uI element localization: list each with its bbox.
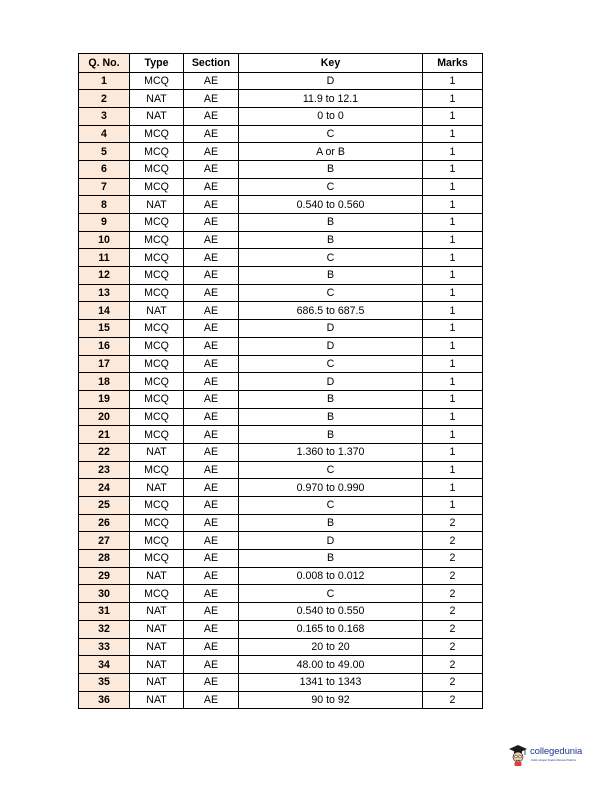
cell-qno: 35 xyxy=(79,673,130,691)
cell-type: NAT xyxy=(130,479,184,497)
cell-type: MCQ xyxy=(130,585,184,603)
table-row xyxy=(79,390,483,408)
table-row xyxy=(79,461,483,479)
cell-type: MCQ xyxy=(130,72,184,90)
table-row xyxy=(79,337,483,355)
table-row xyxy=(79,497,483,515)
cell-key: 0.008 to 0.012 xyxy=(239,567,423,585)
cell-qno: 12 xyxy=(79,267,130,285)
table-row xyxy=(79,638,483,656)
table-row xyxy=(79,143,483,161)
cell-type: MCQ xyxy=(130,461,184,479)
cell-section: AE xyxy=(184,267,239,285)
cell-section: AE xyxy=(184,638,239,656)
cell-qno: 19 xyxy=(79,390,130,408)
table-row xyxy=(79,479,483,497)
cell-marks: 1 xyxy=(423,90,483,108)
cell-type: MCQ xyxy=(130,231,184,249)
cell-key: D xyxy=(239,72,423,90)
cell-qno: 1 xyxy=(79,72,130,90)
cell-marks: 1 xyxy=(423,479,483,497)
cell-qno: 28 xyxy=(79,550,130,568)
cell-marks: 2 xyxy=(423,585,483,603)
cell-type: NAT xyxy=(130,90,184,108)
cell-key: D xyxy=(239,373,423,391)
cell-marks: 1 xyxy=(423,231,483,249)
cell-key: B xyxy=(239,160,423,178)
cell-key: 90 to 92 xyxy=(239,691,423,709)
cell-key: D xyxy=(239,320,423,338)
cell-marks: 1 xyxy=(423,72,483,90)
table-row xyxy=(79,603,483,621)
header-section: Section xyxy=(184,54,239,73)
cell-type: MCQ xyxy=(130,214,184,232)
table-row xyxy=(79,585,483,603)
cell-key: B xyxy=(239,231,423,249)
cell-key: C xyxy=(239,461,423,479)
cell-qno: 23 xyxy=(79,461,130,479)
cell-marks: 2 xyxy=(423,673,483,691)
cell-marks: 2 xyxy=(423,603,483,621)
cell-qno: 9 xyxy=(79,214,130,232)
cell-section: AE xyxy=(184,355,239,373)
header-qno: Q. No. xyxy=(79,54,130,73)
cell-section: AE xyxy=(184,196,239,214)
cell-key: B xyxy=(239,267,423,285)
cell-marks: 1 xyxy=(423,160,483,178)
cell-qno: 3 xyxy=(79,107,130,125)
cell-section: AE xyxy=(184,603,239,621)
cell-type: MCQ xyxy=(130,532,184,550)
cell-section: AE xyxy=(184,408,239,426)
cell-type: MCQ xyxy=(130,373,184,391)
cell-marks: 1 xyxy=(423,214,483,232)
table-row xyxy=(79,214,483,232)
cell-section: AE xyxy=(184,443,239,461)
cell-section: AE xyxy=(184,532,239,550)
cell-key: 20 to 20 xyxy=(239,638,423,656)
cell-type: NAT xyxy=(130,603,184,621)
cell-section: AE xyxy=(184,90,239,108)
cell-qno: 16 xyxy=(79,337,130,355)
cell-marks: 1 xyxy=(423,390,483,408)
table-row xyxy=(79,532,483,550)
cell-key: A or B xyxy=(239,143,423,161)
table-row xyxy=(79,160,483,178)
cell-qno: 6 xyxy=(79,160,130,178)
cell-section: AE xyxy=(184,479,239,497)
cell-qno: 14 xyxy=(79,302,130,320)
cell-marks: 1 xyxy=(423,143,483,161)
cell-key: C xyxy=(239,284,423,302)
cell-key: 686.5 to 687.5 xyxy=(239,302,423,320)
cell-section: AE xyxy=(184,390,239,408)
cell-type: MCQ xyxy=(130,249,184,267)
cell-marks: 1 xyxy=(423,373,483,391)
table-row xyxy=(79,125,483,143)
cell-key: C xyxy=(239,178,423,196)
cell-marks: 1 xyxy=(423,284,483,302)
cell-type: NAT xyxy=(130,196,184,214)
cell-key: C xyxy=(239,497,423,515)
cell-section: AE xyxy=(184,567,239,585)
cell-qno: 36 xyxy=(79,691,130,709)
cell-key: C xyxy=(239,249,423,267)
header-type: Type xyxy=(130,54,184,73)
cell-section: AE xyxy=(184,214,239,232)
logo-wordmark: collegedunia xyxy=(530,746,583,757)
cell-qno: 13 xyxy=(79,284,130,302)
cell-marks: 1 xyxy=(423,178,483,196)
cell-marks: 1 xyxy=(423,443,483,461)
table-row xyxy=(79,72,483,90)
cell-marks: 2 xyxy=(423,638,483,656)
cell-type: MCQ xyxy=(130,550,184,568)
cell-key: D xyxy=(239,532,423,550)
cell-section: AE xyxy=(184,231,239,249)
table-row xyxy=(79,514,483,532)
cell-qno: 33 xyxy=(79,638,130,656)
cell-qno: 25 xyxy=(79,497,130,515)
cell-marks: 2 xyxy=(423,550,483,568)
cell-section: AE xyxy=(184,620,239,638)
table-row xyxy=(79,443,483,461)
cell-section: AE xyxy=(184,337,239,355)
cell-marks: 2 xyxy=(423,567,483,585)
cell-type: MCQ xyxy=(130,408,184,426)
cell-marks: 2 xyxy=(423,514,483,532)
cell-section: AE xyxy=(184,497,239,515)
table-row xyxy=(79,426,483,444)
cell-key: 1341 to 1343 xyxy=(239,673,423,691)
graduate-mascot-icon xyxy=(508,743,528,767)
cell-type: NAT xyxy=(130,567,184,585)
table-row xyxy=(79,408,483,426)
table-row xyxy=(79,373,483,391)
cell-section: AE xyxy=(184,72,239,90)
cell-marks: 1 xyxy=(423,355,483,373)
cell-marks: 2 xyxy=(423,656,483,674)
cell-marks: 1 xyxy=(423,461,483,479)
cell-key: 0.970 to 0.990 xyxy=(239,479,423,497)
cell-marks: 1 xyxy=(423,426,483,444)
cell-section: AE xyxy=(184,284,239,302)
cell-marks: 2 xyxy=(423,532,483,550)
cell-qno: 20 xyxy=(79,408,130,426)
cell-qno: 4 xyxy=(79,125,130,143)
cell-qno: 30 xyxy=(79,585,130,603)
cell-key: 48.00 to 49.00 xyxy=(239,656,423,674)
cell-marks: 1 xyxy=(423,497,483,515)
cell-qno: 22 xyxy=(79,443,130,461)
cell-key: D xyxy=(239,337,423,355)
cell-key: C xyxy=(239,585,423,603)
cell-type: NAT xyxy=(130,691,184,709)
cell-key: C xyxy=(239,125,423,143)
cell-type: NAT xyxy=(130,443,184,461)
cell-key: 0.540 to 0.550 xyxy=(239,603,423,621)
cell-qno: 21 xyxy=(79,426,130,444)
cell-type: NAT xyxy=(130,302,184,320)
cell-type: MCQ xyxy=(130,514,184,532)
cell-qno: 10 xyxy=(79,231,130,249)
table-row xyxy=(79,656,483,674)
table-row xyxy=(79,320,483,338)
cell-qno: 11 xyxy=(79,249,130,267)
table-row xyxy=(79,284,483,302)
cell-type: MCQ xyxy=(130,160,184,178)
cell-type: NAT xyxy=(130,107,184,125)
table-row xyxy=(79,231,483,249)
cell-qno: 34 xyxy=(79,656,130,674)
cell-qno: 32 xyxy=(79,620,130,638)
cell-marks: 2 xyxy=(423,691,483,709)
cell-key: 11.9 to 12.1 xyxy=(239,90,423,108)
cell-marks: 2 xyxy=(423,620,483,638)
cell-section: AE xyxy=(184,691,239,709)
cell-type: NAT xyxy=(130,673,184,691)
table-row xyxy=(79,691,483,709)
table-row xyxy=(79,249,483,267)
cell-qno: 18 xyxy=(79,373,130,391)
cell-section: AE xyxy=(184,514,239,532)
cell-section: AE xyxy=(184,426,239,444)
cell-qno: 31 xyxy=(79,603,130,621)
cell-section: AE xyxy=(184,249,239,267)
table-row xyxy=(79,90,483,108)
table-row xyxy=(79,550,483,568)
cell-type: NAT xyxy=(130,656,184,674)
cell-section: AE xyxy=(184,178,239,196)
header-marks: Marks xyxy=(423,54,483,73)
table-row xyxy=(79,673,483,691)
cell-qno: 29 xyxy=(79,567,130,585)
cell-type: MCQ xyxy=(130,355,184,373)
cell-key: B xyxy=(239,550,423,568)
cell-marks: 1 xyxy=(423,408,483,426)
cell-marks: 1 xyxy=(423,337,483,355)
collegedunia-logo xyxy=(508,743,604,771)
cell-marks: 1 xyxy=(423,196,483,214)
cell-type: MCQ xyxy=(130,337,184,355)
cell-section: AE xyxy=(184,107,239,125)
logo-tagline: India's largest Student Review Platform xyxy=(531,759,577,762)
cell-qno: 7 xyxy=(79,178,130,196)
cell-type: MCQ xyxy=(130,497,184,515)
cell-section: AE xyxy=(184,673,239,691)
cell-type: MCQ xyxy=(130,178,184,196)
cell-marks: 1 xyxy=(423,267,483,285)
table-row xyxy=(79,355,483,373)
table-row xyxy=(79,620,483,638)
table-row xyxy=(79,107,483,125)
cell-marks: 1 xyxy=(423,320,483,338)
cell-key: B xyxy=(239,408,423,426)
table-row xyxy=(79,267,483,285)
table-body xyxy=(79,72,483,709)
cell-marks: 1 xyxy=(423,302,483,320)
cell-section: AE xyxy=(184,656,239,674)
cell-section: AE xyxy=(184,302,239,320)
table-row xyxy=(79,567,483,585)
cell-key: B xyxy=(239,390,423,408)
cell-type: MCQ xyxy=(130,320,184,338)
cell-key: B xyxy=(239,514,423,532)
cell-section: AE xyxy=(184,160,239,178)
cell-section: AE xyxy=(184,373,239,391)
table-header-row xyxy=(79,54,483,73)
cell-key: B xyxy=(239,426,423,444)
cell-marks: 1 xyxy=(423,249,483,267)
cell-section: AE xyxy=(184,320,239,338)
cell-key: B xyxy=(239,214,423,232)
cell-section: AE xyxy=(184,461,239,479)
cell-type: MCQ xyxy=(130,426,184,444)
cell-type: NAT xyxy=(130,638,184,656)
cell-qno: 8 xyxy=(79,196,130,214)
cell-qno: 5 xyxy=(79,143,130,161)
cell-key: 0.165 to 0.168 xyxy=(239,620,423,638)
table-row xyxy=(79,196,483,214)
cell-marks: 1 xyxy=(423,107,483,125)
answer-key-table xyxy=(78,53,483,709)
cell-key: C xyxy=(239,355,423,373)
cell-section: AE xyxy=(184,585,239,603)
cell-type: MCQ xyxy=(130,284,184,302)
header-key: Key xyxy=(239,54,423,73)
table-row xyxy=(79,178,483,196)
cell-type: MCQ xyxy=(130,390,184,408)
cell-type: MCQ xyxy=(130,125,184,143)
cell-qno: 26 xyxy=(79,514,130,532)
cell-qno: 2 xyxy=(79,90,130,108)
cell-type: MCQ xyxy=(130,143,184,161)
cell-type: MCQ xyxy=(130,267,184,285)
cell-key: 1.360 to 1.370 xyxy=(239,443,423,461)
cell-section: AE xyxy=(184,125,239,143)
cell-qno: 24 xyxy=(79,479,130,497)
cell-section: AE xyxy=(184,550,239,568)
cell-qno: 15 xyxy=(79,320,130,338)
cell-qno: 17 xyxy=(79,355,130,373)
cell-qno: 27 xyxy=(79,532,130,550)
cell-key: 0 to 0 xyxy=(239,107,423,125)
cell-section: AE xyxy=(184,143,239,161)
cell-type: NAT xyxy=(130,620,184,638)
table-row xyxy=(79,302,483,320)
cell-marks: 1 xyxy=(423,125,483,143)
cell-key: 0.540 to 0.560 xyxy=(239,196,423,214)
